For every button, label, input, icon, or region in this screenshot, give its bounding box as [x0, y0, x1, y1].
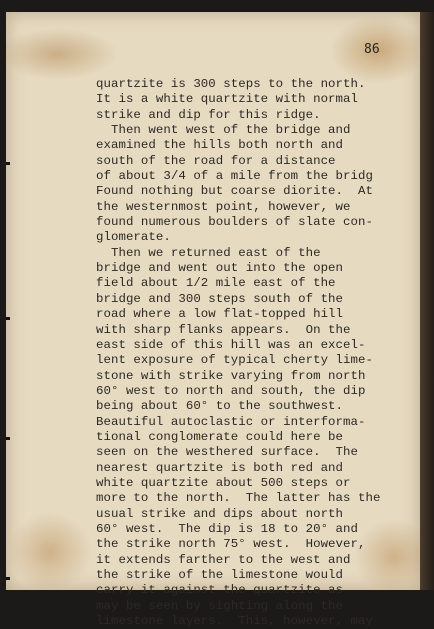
text-line: white quartzite about 500 steps or [96, 475, 351, 490]
text-line: being about 60° to the southwest. [96, 399, 344, 414]
text-line: stone with strike varying from north [96, 368, 366, 383]
text-line: Then went west of the bridge and [96, 123, 351, 138]
text-line: 60° west. The dip is 18 to 20° and [96, 521, 358, 536]
text-line: nearest quartzite is both red and [96, 460, 344, 475]
binding-hole [6, 577, 10, 580]
text-line: examined the hills both north and [96, 138, 344, 153]
text-line: bridge and went out into the open [96, 261, 344, 276]
text-line: of about 3/4 of a mile from the bridg [96, 169, 373, 184]
page-edge [420, 12, 434, 590]
binding-hole [6, 437, 10, 440]
text-line: usual strike and dips about north [96, 506, 344, 521]
text-line: seen on the westhered surface. The [96, 445, 358, 460]
text-line: It is a white quartzite with normal [96, 92, 358, 107]
text-line: bridge and 300 steps south of the [96, 291, 344, 306]
text-line: the strike north 75° west. However, [96, 537, 366, 552]
text-line: more to the north. The latter has the [96, 491, 381, 506]
text-line: 60° west to north and south, the dip [96, 383, 366, 398]
text-line: tional conglomerate could here be [96, 429, 344, 444]
text-line: strike and dip for this ridge. [96, 107, 321, 122]
text-line: quartzite is 300 steps to the north. [96, 77, 366, 91]
text-line: Found nothing but coarse diorite. At [96, 184, 373, 199]
binding-hole [6, 162, 10, 165]
text-line: the westernmost point, however, we [96, 199, 351, 214]
text-line: Beautiful autoclastic or interforma- [96, 414, 366, 429]
text-line: glomerate. [96, 230, 171, 245]
text-line: Then we returned east of the [96, 245, 321, 260]
text-line: lent exposure of typical cherty lime- [96, 353, 373, 368]
page-number: 86 [364, 42, 380, 57]
text-line: east side of this hill was an excel- [96, 337, 366, 352]
text-line: it extends farther to the west and [96, 552, 351, 567]
text-line: limestone layers. This, however, may [96, 614, 373, 629]
text-line: the strike of the limestone would [96, 568, 344, 582]
text-line: road where a low flat-topped hill [96, 307, 344, 322]
text-line: south of the road for a distance [96, 153, 336, 168]
text-line: with sharp flanks appears. On the [96, 322, 351, 337]
typed-text-block [96, 77, 414, 629]
text-line: found numerous boulders of slate con- [96, 215, 373, 230]
text-line: may be seen by sighting along the [96, 598, 344, 613]
text-line: field about 1/2 mile east of the [96, 276, 336, 291]
text-line: carry it against the quartzite as [96, 583, 344, 598]
binding-hole [6, 317, 10, 320]
